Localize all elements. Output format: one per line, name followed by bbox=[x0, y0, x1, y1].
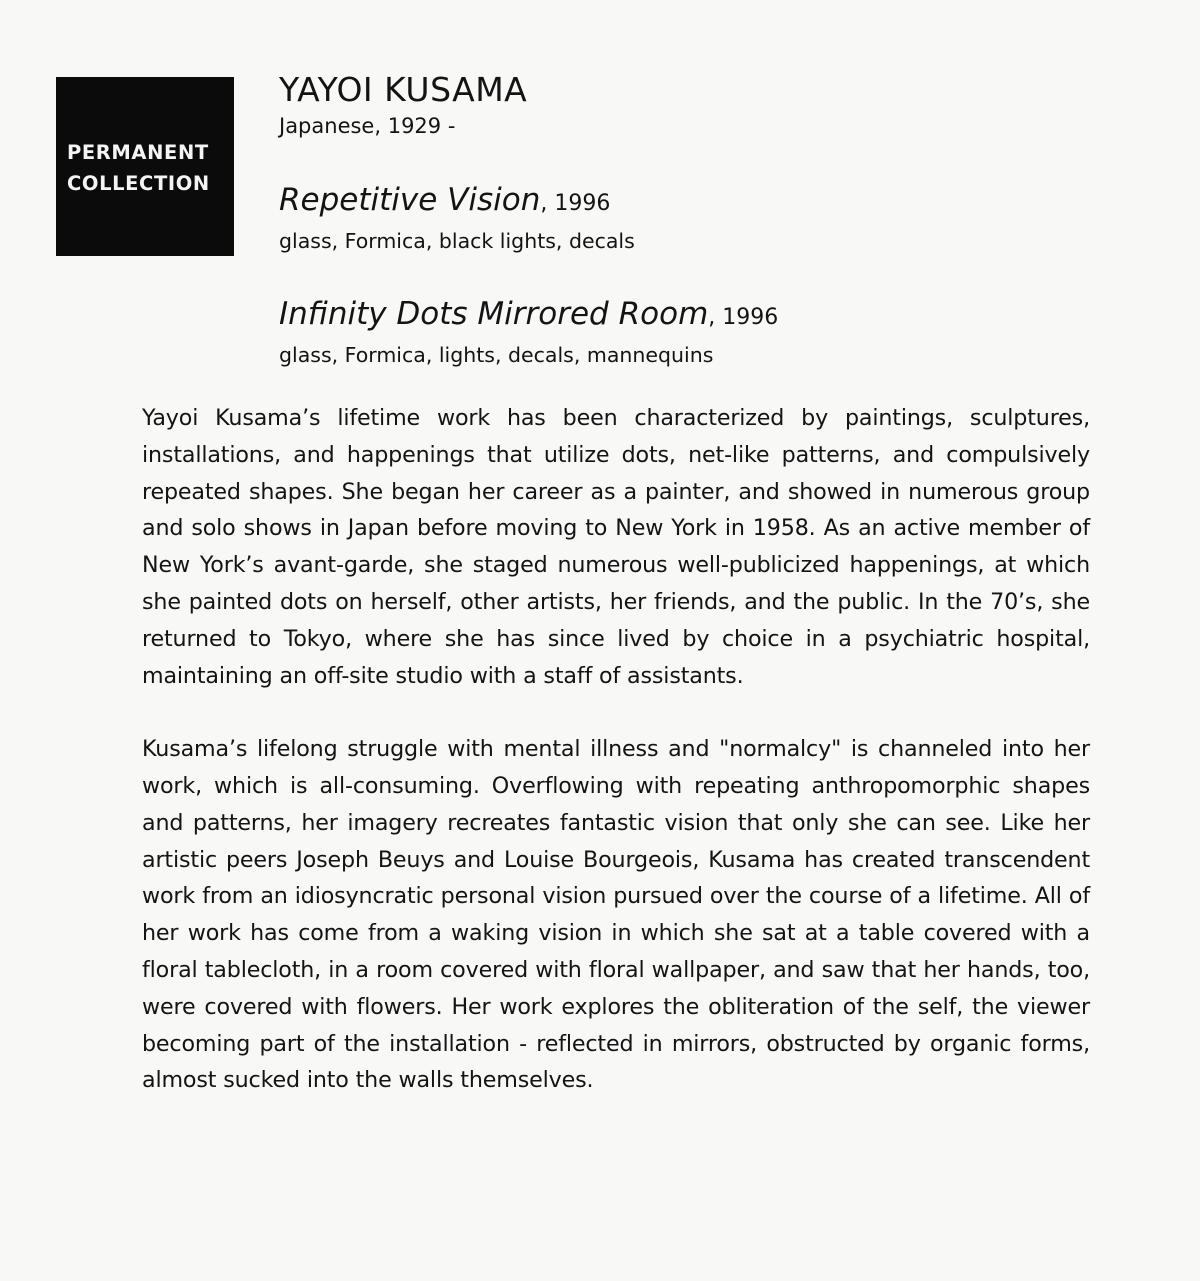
artwork-1 bbox=[279, 178, 635, 255]
artwork-title-line bbox=[279, 292, 778, 341]
description-paragraph-1: Yayoi Kusama’s lifetime work has been characterized by paintings, sculptures, installations, and happenings that utilize dots, net-like patterns, and compulsively repeated shapes. She began her career as a painter, and showed in numerous group and solo shows in Japan before moving to New York in 1958. As an active member of New York’s avant-garde, she staged numerous well-publicized happenings, at which she painted dots on herself, other artists, her friends, and the public. In the 70’s, she returned to Tokyo, where she has since lived by choice in a psychiatric hospital, maintaining an off-site studio with a staff of assistants. bbox=[142, 405, 1090, 689]
artwork-year: , 1996 bbox=[540, 191, 611, 216]
artist-header bbox=[279, 68, 527, 140]
artist-description bbox=[142, 400, 1090, 1136]
artwork-title: Infinity Dots Mirrored Room bbox=[279, 296, 709, 332]
artwork-2 bbox=[279, 292, 778, 369]
artwork-title-line bbox=[279, 178, 635, 227]
artist-nationality-dates: Japanese, 1929 - bbox=[279, 114, 456, 138]
artwork-medium: glass, Formica, black lights, decals bbox=[279, 229, 635, 253]
artwork-year: , 1996 bbox=[708, 305, 779, 330]
artist-name: YAYOI KUSAMA bbox=[279, 70, 528, 109]
permanent-collection-badge bbox=[56, 77, 234, 256]
artwork-title: Repetitive Vision bbox=[279, 182, 541, 218]
badge-line-1: PERMANENT bbox=[67, 141, 209, 164]
artwork-medium: glass, Formica, lights, decals, mannequins bbox=[279, 343, 714, 367]
description-paragraph-2: Kusama’s lifelong struggle with mental illness and "normalcy" is channeled into her work, which is all-consuming. Overflowing with repeating anthropomorphic shapes and patterns, her imagery recreates fantastic vision that only she can see. Like her artistic peers Joseph Beuys and Louise Bourgeois, Kusama has created transcendent work from an idiosyncratic personal vision pursued over the course of a lifetime. All of her work has come from a waking vision in which she sat at a table covered with a floral tablecloth, in a room covered with floral wallpaper, and saw that her hands, too, were covered with flowers. Her work explores the obliteration of the self, the viewer becoming part of the installation - reflected in mirrors, obstructed by organic forms, almost sucked into the walls themselves. bbox=[142, 736, 1090, 1094]
badge-line-2: COLLECTION bbox=[67, 172, 210, 195]
